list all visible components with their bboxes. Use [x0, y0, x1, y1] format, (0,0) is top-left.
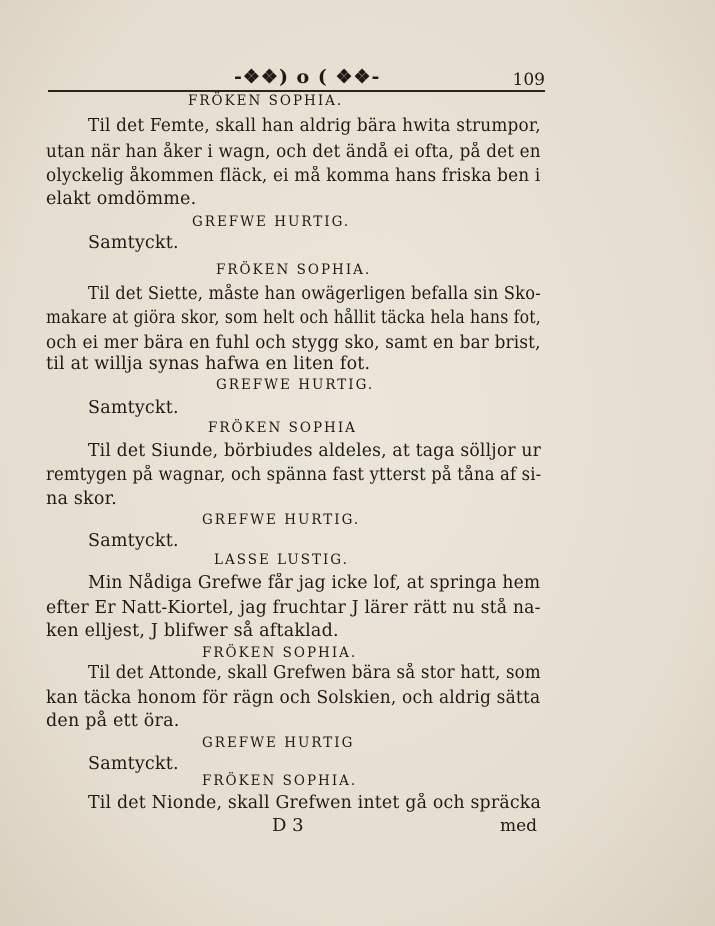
text-line: Til det Siunde, börbiudes aldeles, at taga sölljor ur — [88, 441, 542, 461]
speaker-name: GREFWE HURTIG. — [202, 512, 361, 528]
speaker-name: FRÖKEN SOPHIA. — [202, 645, 358, 661]
head-rule — [48, 90, 545, 92]
page-number: 109 — [512, 70, 545, 90]
text-line: makare at giöra skor, som helt och hållit täcka hela hans fot, — [46, 308, 541, 328]
head-ornament: -❖❖) o ( ❖❖- — [234, 66, 381, 88]
text-line: olyckelig åkommen fläck, ei må komma hans friska ben i — [46, 166, 541, 186]
text-line: Til det Femte, skall han aldrig bära hwita strumpor, — [88, 116, 541, 136]
text-line: utan när han åker i wagn, och det ändå ei ofta, på det en — [46, 142, 541, 162]
text-line: ken elljest, J blifwer så aftaklad. — [46, 621, 339, 641]
speaker-name: FRÖKEN SOPHIA. — [216, 262, 372, 278]
speaker-name: GREFWE HURTIG — [202, 735, 355, 751]
catchword: med — [500, 816, 538, 836]
text-line: efter Er Natt-Kiortel, jag fruchtar J lärer rätt nu stå na- — [46, 598, 541, 618]
text-line: na skor. — [46, 489, 117, 509]
text-line: Samtyckt. — [88, 754, 179, 774]
text-line: elakt omdömme. — [46, 189, 197, 209]
speaker-name: FRÖKEN SOPHIA. — [188, 93, 344, 109]
speaker-name: FRÖKEN SOPHIA. — [202, 773, 358, 789]
text-line: remtygen på wagnar, och spänna fast ytterst på tåna af si- — [46, 465, 542, 485]
running-head — [48, 66, 545, 96]
text-line: Samtyckt. — [88, 398, 179, 418]
text-line: och ei mer bära en fuhl och stygg sko, samt en bar brist, — [46, 333, 541, 353]
speaker-name: FRÖKEN SOPHIA — [208, 420, 357, 436]
text-line: Samtyckt. — [88, 531, 179, 551]
text-line: Til det Nionde, skall Grefwen intet gå och spräcka — [88, 793, 542, 813]
speaker-name: GREFWE HURTIG. — [216, 377, 375, 393]
text-line: Til det Siette, måste han owägerligen befalla sin Sko- — [88, 284, 541, 304]
text-line: den på ett öra. — [46, 711, 180, 731]
speaker-name: GREFWE HURTIG. — [192, 214, 351, 230]
speaker-name: LASSE LUSTIG. — [214, 552, 349, 568]
text-line: Til det Attonde, skall Grefwen bära så stor hatt, som — [88, 663, 541, 683]
signature-mark: D 3 — [272, 815, 304, 836]
text-line: til at willja synas hafwa en liten fot. — [46, 354, 371, 374]
text-line: kan täcka honom för rägn och Solskien, och aldrig sätta — [46, 688, 541, 708]
text-line: Min Nådiga Grefwe får jag icke lof, at springa hem — [88, 573, 541, 593]
text-line: Samtyckt. — [88, 233, 179, 253]
